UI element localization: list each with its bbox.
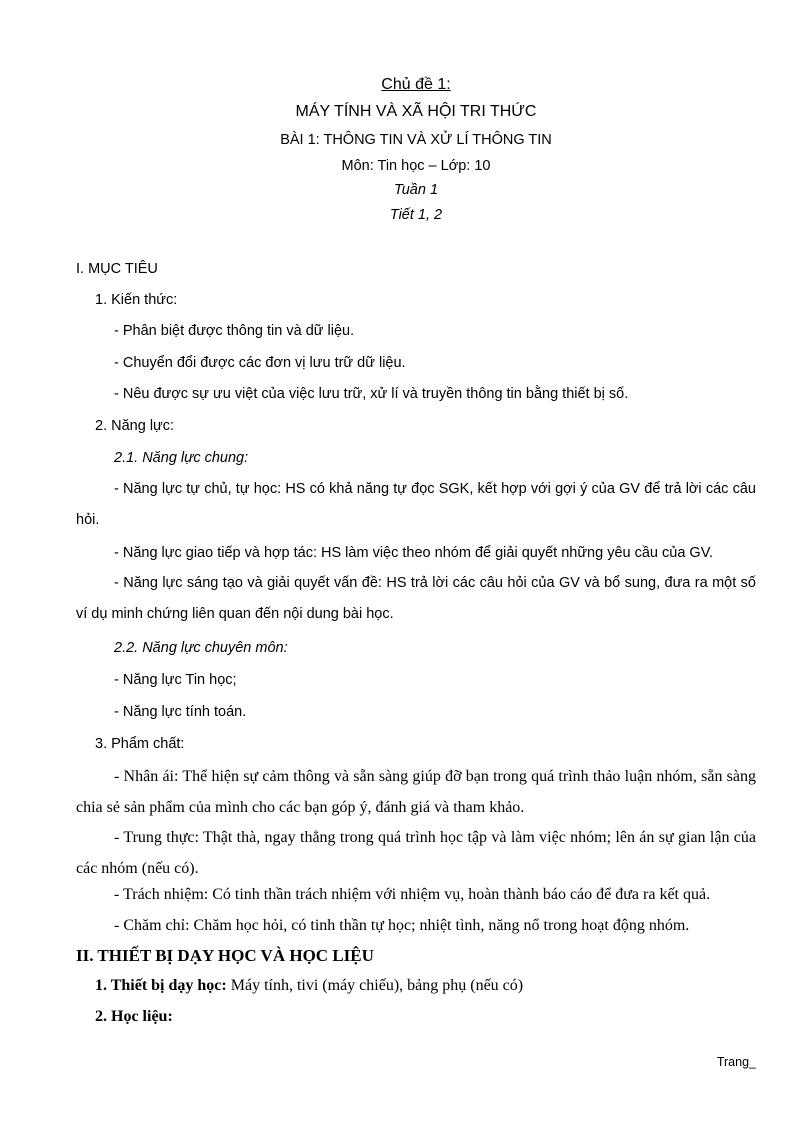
page-number-footer: Trang_ bbox=[716, 1055, 756, 1069]
general-competence-heading: 2.1. Năng lực chung: bbox=[114, 450, 249, 466]
equipment-label: 1. Thiết bị dạy học: bbox=[95, 977, 227, 994]
section-heading-objectives: I. MỤC TIÊU bbox=[76, 261, 158, 277]
specific-competence-item: - Năng lực tính toán. bbox=[114, 704, 247, 720]
competence-heading: 2. Năng lực: bbox=[95, 418, 175, 434]
equipment-line bbox=[95, 976, 523, 996]
specific-competence-item: - Năng lực Tin học; bbox=[114, 672, 237, 688]
period-line: Tiết 1, 2 bbox=[389, 207, 443, 223]
lesson-title: BÀI 1: THÔNG TIN VÀ XỬ LÍ THÔNG TIN bbox=[280, 132, 552, 148]
quality-item: - Chăm chỉ: Chăm học hỏi, có tinh thần tự học; nhiệt tình, năng nổ trong hoạt động nhóm. bbox=[114, 917, 690, 934]
knowledge-item: - Phân biệt được thông tin và dữ liệu. bbox=[114, 323, 355, 339]
general-competence-item: - Năng lực sáng tạo và giải quyết vấn đề: HS trả lời các câu hỏi của GV và bổ sung, đưa ra một số ví dụ minh chứng liên quan đến nội dung bài học. bbox=[76, 575, 756, 622]
subject-line: Môn: Tin học – Lớp: 10 bbox=[341, 158, 491, 174]
specific-competence-heading: 2.2. Năng lực chuyên môn: bbox=[114, 640, 288, 656]
qualities-heading: 3. Phẩm chất: bbox=[95, 736, 185, 752]
knowledge-item: - Nêu được sự ưu việt của việc lưu trữ, xử lí và truyền thông tin bằng thiết bị số. bbox=[114, 386, 629, 402]
quality-item: - Nhân ái: Thể hiện sự cảm thông và sẵn sàng giúp đỡ bạn trong quá trình thảo luận nhóm, sẵn sàng chia sẻ sản phẩm của mình cho các bạn góp ý, đánh giá và tham khảo. bbox=[76, 768, 756, 816]
general-competence-item: - Năng lực tự chủ, tự học: HS có khả năng tự đọc SGK, kết hợp với gợi ý của GV để trả lời các câu hỏi. bbox=[76, 481, 756, 528]
materials-label: 2. Học liệu: bbox=[95, 1008, 173, 1025]
quality-item: - Trung thực: Thật thà, ngay thẳng trong quá trình học tập và làm việc nhóm; lên án sự gian lận của các nhóm (nếu có). bbox=[76, 829, 756, 877]
section-heading-equipment: II. THIẾT BỊ DẠY HỌC VÀ HỌC LIỆU bbox=[76, 946, 374, 965]
knowledge-heading: 1. Kiến thức: bbox=[95, 292, 178, 308]
week-line: Tuần 1 bbox=[393, 182, 439, 198]
knowledge-item: - Chuyển đổi được các đơn vị lưu trữ dữ liệu. bbox=[114, 355, 406, 371]
topic-title: MÁY TÍNH VÀ XÃ HỘI TRI THỨC bbox=[295, 103, 537, 120]
quality-item: - Trách nhiệm: Có tinh thần trách nhiệm với nhiệm vụ, hoàn thành báo cáo để đưa ra kết quả. bbox=[114, 886, 711, 903]
topic-number: Chủ đề 1: bbox=[381, 76, 451, 93]
equipment-text: Máy tính, tivi (máy chiếu), bảng phụ (nếu có) bbox=[226, 977, 524, 994]
general-competence-item: - Năng lực giao tiếp và hợp tác: HS làm việc theo nhóm để giải quyết những yêu cầu của GV. bbox=[114, 545, 714, 561]
